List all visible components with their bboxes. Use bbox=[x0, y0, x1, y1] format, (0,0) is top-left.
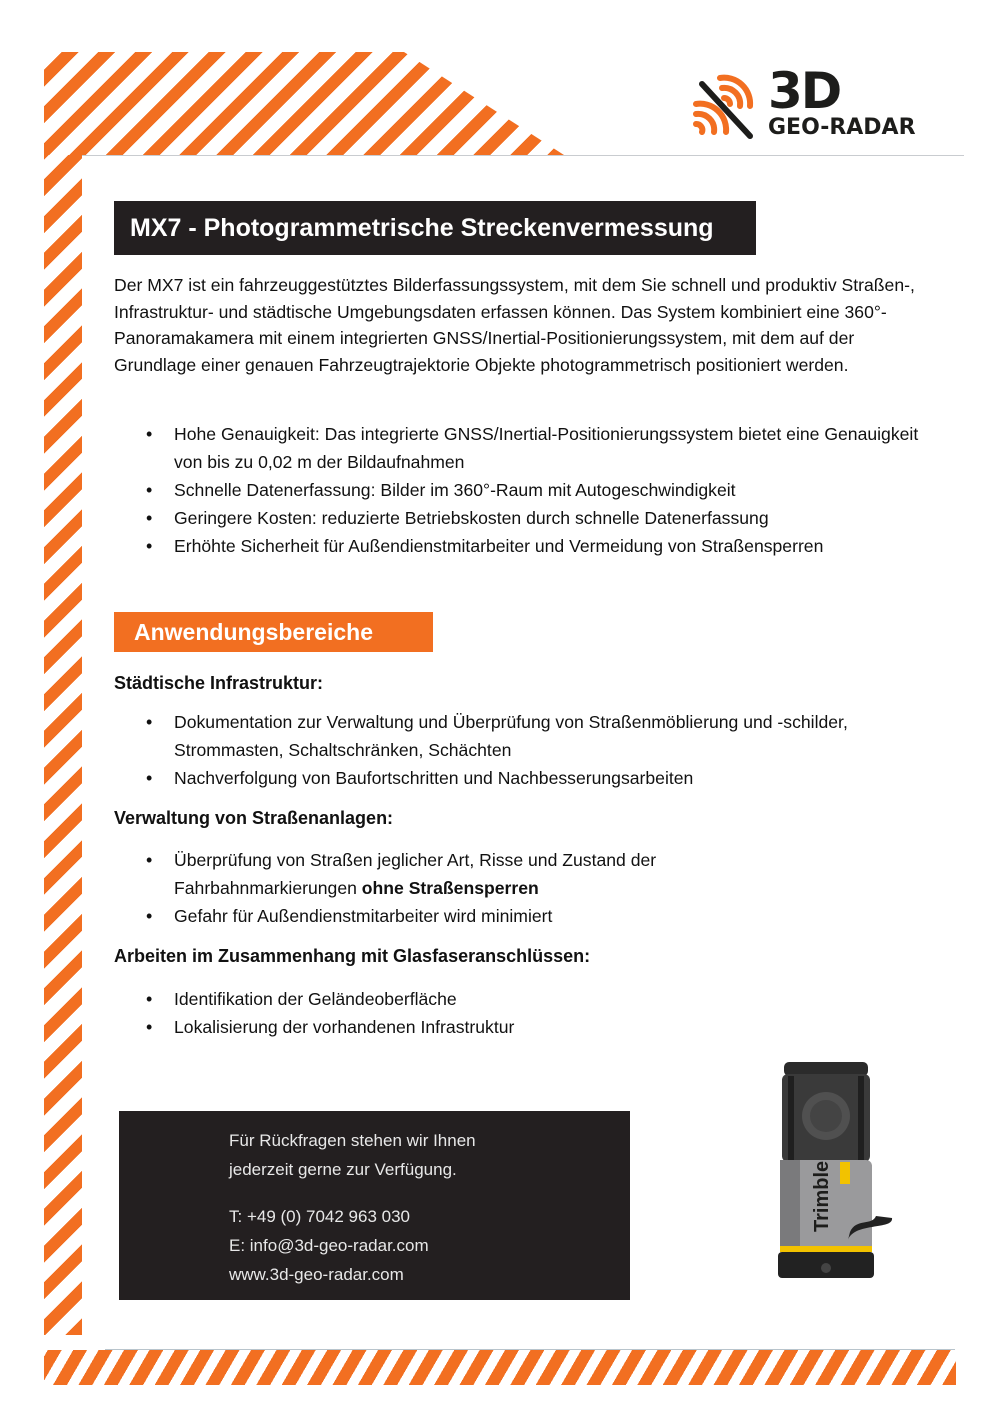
road-management-list bbox=[146, 846, 746, 930]
hazard-stripes-bottom bbox=[44, 1350, 956, 1385]
logo-text-geo-radar: GEO-RADAR bbox=[768, 115, 916, 140]
hazard-stripes-left bbox=[44, 155, 82, 1335]
bottom-divider bbox=[105, 1349, 955, 1350]
list-item: • Nachverfolgung von Baufortschritten und Nachbesserungsarbeiten bbox=[146, 764, 886, 792]
feature-item: • Schnelle Datenerfassung: Bilder im 360°-Raum mit Autogeschwindigkeit bbox=[146, 476, 936, 504]
list-item bbox=[146, 846, 746, 902]
hazard-stripes-top bbox=[44, 52, 564, 155]
company-logo bbox=[692, 62, 952, 150]
subheading-urban-infrastructure: Städtische Infrastruktur: bbox=[114, 673, 324, 693]
contact-website[interactable]: www.3d-geo-radar.com bbox=[229, 1265, 404, 1284]
contact-box bbox=[119, 1111, 630, 1300]
list-item: • Gefahr für Außendienstmitarbeiter wird minimiert bbox=[146, 902, 746, 930]
list-item-emphasis: ohne Straßensperren bbox=[361, 878, 539, 898]
contact-intro-line-2: jederzeit gerne zur Verfügung. bbox=[229, 1160, 457, 1179]
trimble-label: Trimble bbox=[811, 1160, 833, 1232]
contact-intro-line-1: Für Rückfragen stehen wir Ihnen bbox=[229, 1131, 476, 1150]
subheading-road-management: Verwaltung von Straßenanlagen: bbox=[114, 808, 394, 828]
subheading-fiber-work: Arbeiten im Zusammenhang mit Glasfaseranschlüssen: bbox=[114, 946, 591, 966]
list-item: • Dokumentation zur Verwaltung und Überprüfung von Straßenmöblierung und -schilder, Strommasten, Schaltschränken, Schächten bbox=[146, 708, 886, 764]
feature-list bbox=[146, 420, 936, 560]
radar-waves-icon bbox=[692, 70, 764, 142]
contact-email[interactable]: E: info@3d-geo-radar.com bbox=[229, 1236, 429, 1255]
section-heading-applications bbox=[114, 612, 433, 652]
page-title bbox=[114, 201, 756, 255]
section-heading-text: Anwendungsbereiche bbox=[134, 618, 373, 645]
urban-infrastructure-list bbox=[146, 708, 886, 792]
contact-phone: T: +49 (0) 7042 963 030 bbox=[229, 1207, 410, 1226]
trimble-mx7-camera-image bbox=[776, 1062, 896, 1287]
logo-text-3d: 3D bbox=[768, 62, 841, 120]
list-item: • Identifikation der Geländeoberfläche bbox=[146, 985, 746, 1013]
feature-item: • Hohe Genauigkeit: Das integrierte GNSS/Inertial-Positionierungssystem bietet eine Genauigkeit von bis zu 0,02 m der Bildaufnahmen bbox=[146, 420, 936, 476]
fiber-work-list bbox=[146, 985, 746, 1041]
intro-paragraph: Der MX7 ist ein fahrzeuggestütztes Bilderfassungssystem, mit dem Sie schnell und produktiv Straßen-, Infrastruktur- und städtische Umgebungsdaten erfassen können. Das System kombiniert eine 360°-Panoramakamera mit einem integrierten GNSS/Inertial-Positionierungssystem, mit dem auf der Grundlage einer genauen Fahrzeugtrajektorie Objekte photogrammetrisch positioniert werden. bbox=[114, 275, 915, 375]
top-divider bbox=[82, 155, 964, 156]
feature-item: • Erhöhte Sicherheit für Außendienstmitarbeiter und Vermeidung von Straßensperren bbox=[146, 532, 936, 560]
list-item: • Lokalisierung der vorhandenen Infrastruktur bbox=[146, 1013, 746, 1041]
page-title-text: MX7 - Photogrammetrische Streckenvermessung bbox=[130, 213, 714, 242]
feature-item: • Geringere Kosten: reduzierte Betriebskosten durch schnelle Datenerfassung bbox=[146, 504, 936, 532]
list-item-text: Überprüfung von Straßen jeglicher Art, Risse und Zustand der Fahrbahnmarkierungen bbox=[174, 850, 657, 898]
